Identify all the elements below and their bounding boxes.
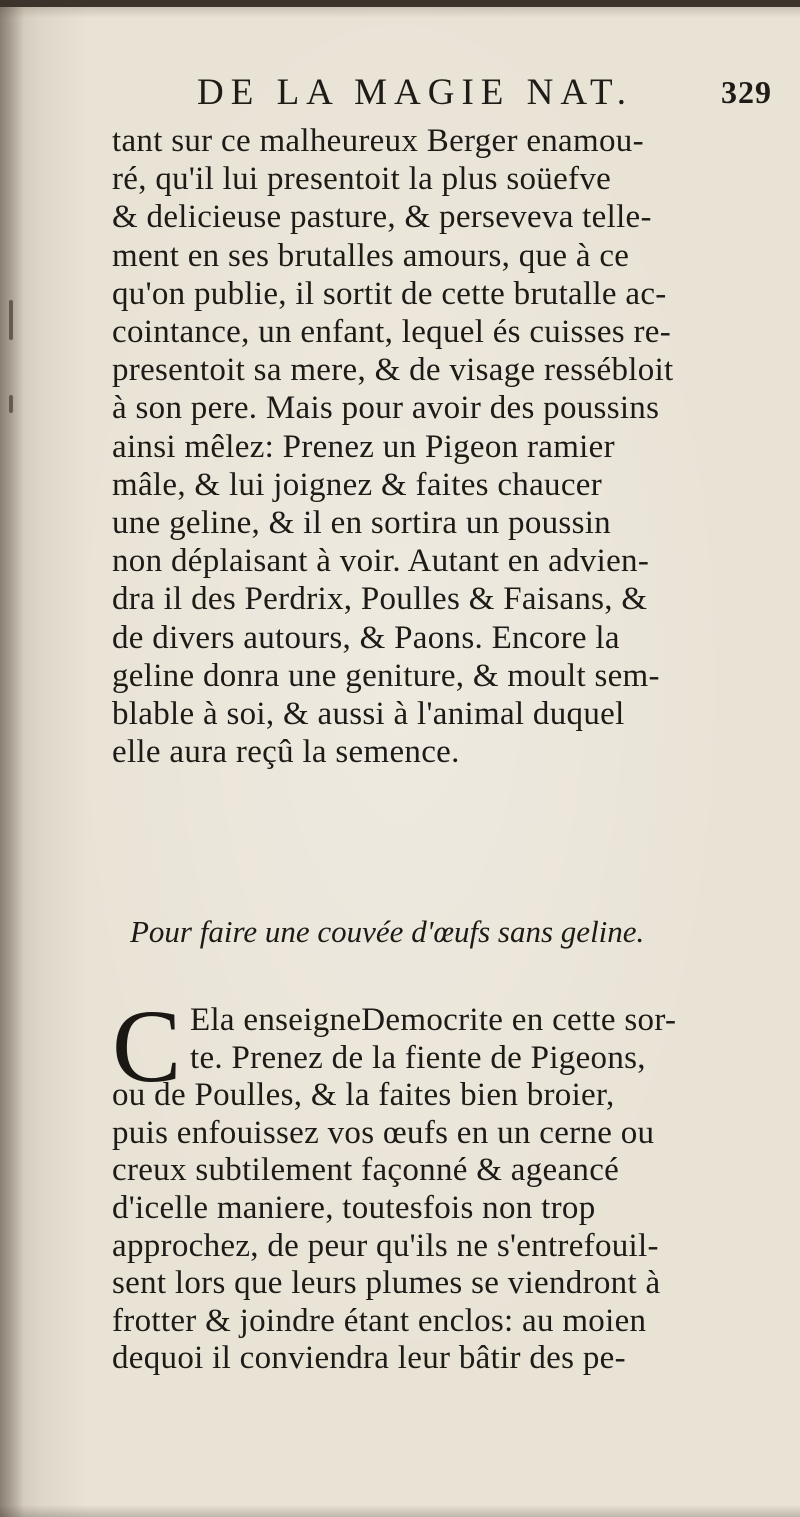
text-line: cointance, un enfant, lequel és cuisses re-: [112, 314, 672, 351]
running-head: [197, 68, 772, 116]
gutter-mark: [9, 395, 13, 413]
text-line: approchez, de peur qu'ils ne s'entrefouil-: [112, 1227, 659, 1264]
page-bottom-edge: [0, 1505, 800, 1517]
text-line: à son pere. Mais pour avoir des poussins: [112, 390, 660, 427]
text-line: geline donra une geniture, & moult sem-: [112, 657, 660, 694]
page-number: 329: [721, 73, 772, 110]
text-line: tant sur ce malheureux Berger enamou-: [112, 123, 644, 159]
text-line: qu'on publie, il sortit de cette brutalle ac-: [112, 275, 667, 312]
text-line: & delicieuse pasture, & perseveva telle-: [112, 199, 652, 236]
page-top-edge: [0, 0, 800, 7]
text-line: elle aura reçû la semence.: [112, 734, 460, 771]
gutter-mark: [9, 300, 13, 340]
text-line: dra il des Perdrix, Poulles & Faisans, &: [112, 581, 648, 618]
section-heading: Pour faire une couvée d'œufs sans geline.: [130, 914, 645, 949]
text-line: ré, qu'il lui presentoit la plus soüefve: [112, 161, 612, 198]
paragraph-2: [112, 989, 780, 1378]
text-line: mâle, & lui joignez & faites chaucer: [112, 466, 603, 503]
text-line: blable à soi, & aussi à l'animal duquel: [112, 696, 625, 733]
paragraph-1: [112, 122, 780, 771]
gutter-shadow: [0, 0, 24, 1517]
text-line: de divers autours, & Paons. Encore la: [112, 619, 620, 656]
text-line: ment en ses brutalles amours, que à ce: [112, 237, 630, 274]
text-line: ainsi mêlez: Prenez un Pigeon ramier: [112, 428, 615, 465]
text-line: creux subtilement façonné & ageancé: [112, 1152, 620, 1189]
text-line: ou de Poulles, & la faites bien broier,: [112, 1077, 615, 1114]
text-line: une geline, & il en sortira un poussin: [112, 505, 611, 542]
text-line: te. Prenez de la fiente de Pigeons,: [190, 1039, 646, 1076]
text-line: non déplaisant à voir. Autant en advien-: [112, 543, 650, 580]
text-line: Ela enseigneDemocrite en cette sor-: [190, 1002, 677, 1038]
text-line: sent lors que leurs plumes se viendront à: [112, 1265, 661, 1302]
text-line: puis enfouissez vos œufs en un cerne ou: [112, 1114, 655, 1151]
running-head-title: DE LA MAGIE NAT.: [197, 71, 634, 113]
drop-cap: C: [112, 989, 182, 1104]
text-line: dequoi il conviendra leur bâtir des pe-: [112, 1340, 626, 1377]
text-line: frotter & joindre étant enclos: au moien: [112, 1302, 647, 1339]
text-line: presentoit sa mere, & de visage ressébloit: [112, 352, 674, 389]
text-line: d'icelle maniere, toutesfois non trop: [112, 1189, 596, 1226]
